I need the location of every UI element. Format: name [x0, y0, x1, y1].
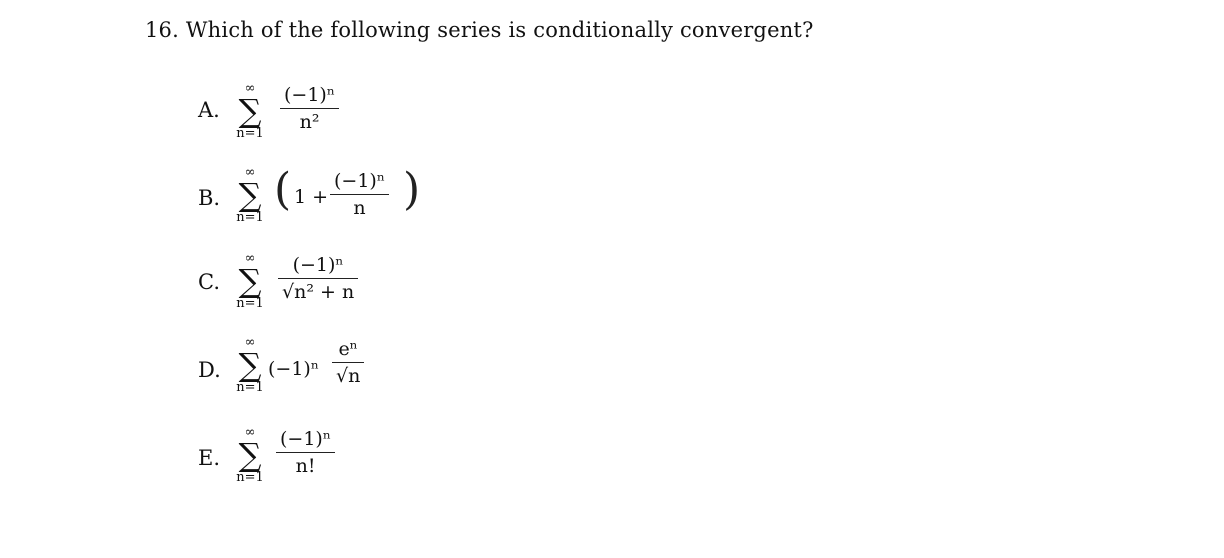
option-label: D. — [198, 358, 221, 382]
lower-limit: n=1 — [236, 296, 264, 311]
option-label: E. — [198, 446, 221, 470]
upper-limit: ∞ — [244, 165, 256, 180]
upper-limit: ∞ — [244, 251, 256, 266]
option-label: C. — [198, 270, 220, 294]
sigma-symbol: ∑ — [238, 436, 262, 474]
option-label: B. — [198, 186, 221, 210]
upper-limit: ∞ — [244, 425, 256, 440]
lower-limit: n=1 — [236, 380, 264, 395]
lower-limit: n=1 — [236, 210, 264, 225]
summation — [228, 82, 272, 140]
denominator: n! — [276, 452, 335, 477]
summation — [228, 252, 272, 310]
numerator: eⁿ — [338, 338, 358, 360]
question-text: Which of the following series is conditionally convergent? — [185, 18, 814, 42]
upper-limit: ∞ — [244, 335, 256, 350]
fraction — [332, 338, 364, 387]
denominator: n² — [280, 108, 339, 133]
prefix-term: 1 + — [294, 186, 329, 208]
summation — [228, 336, 272, 394]
sigma-symbol: ∑ — [238, 346, 262, 384]
denominator: √n — [332, 362, 364, 387]
numerator: (−1)ⁿ — [284, 84, 336, 106]
question-stem — [145, 18, 814, 42]
summation — [228, 426, 272, 484]
numerator: (−1)ⁿ — [280, 428, 332, 450]
numerator: (−1)ⁿ — [292, 254, 344, 276]
sigma-symbol: ∑ — [238, 262, 262, 300]
fraction — [330, 170, 389, 219]
left-paren: ( — [274, 164, 292, 215]
question-number: 16. — [145, 18, 179, 42]
lower-limit: n=1 — [236, 126, 264, 141]
option-label: A. — [198, 98, 220, 122]
numerator: (−1)ⁿ — [334, 170, 386, 192]
summation — [228, 166, 272, 224]
denominator: √n² + n — [278, 278, 358, 303]
alternating-factor: (−1)ⁿ — [268, 358, 320, 380]
fraction — [280, 84, 339, 133]
denominator: n — [330, 194, 389, 219]
upper-limit: ∞ — [244, 81, 256, 96]
lower-limit: n=1 — [236, 470, 264, 485]
sigma-symbol: ∑ — [238, 92, 262, 130]
right-paren: ) — [403, 164, 421, 215]
fraction — [276, 428, 335, 477]
sigma-symbol: ∑ — [238, 176, 262, 214]
fraction — [278, 254, 358, 303]
